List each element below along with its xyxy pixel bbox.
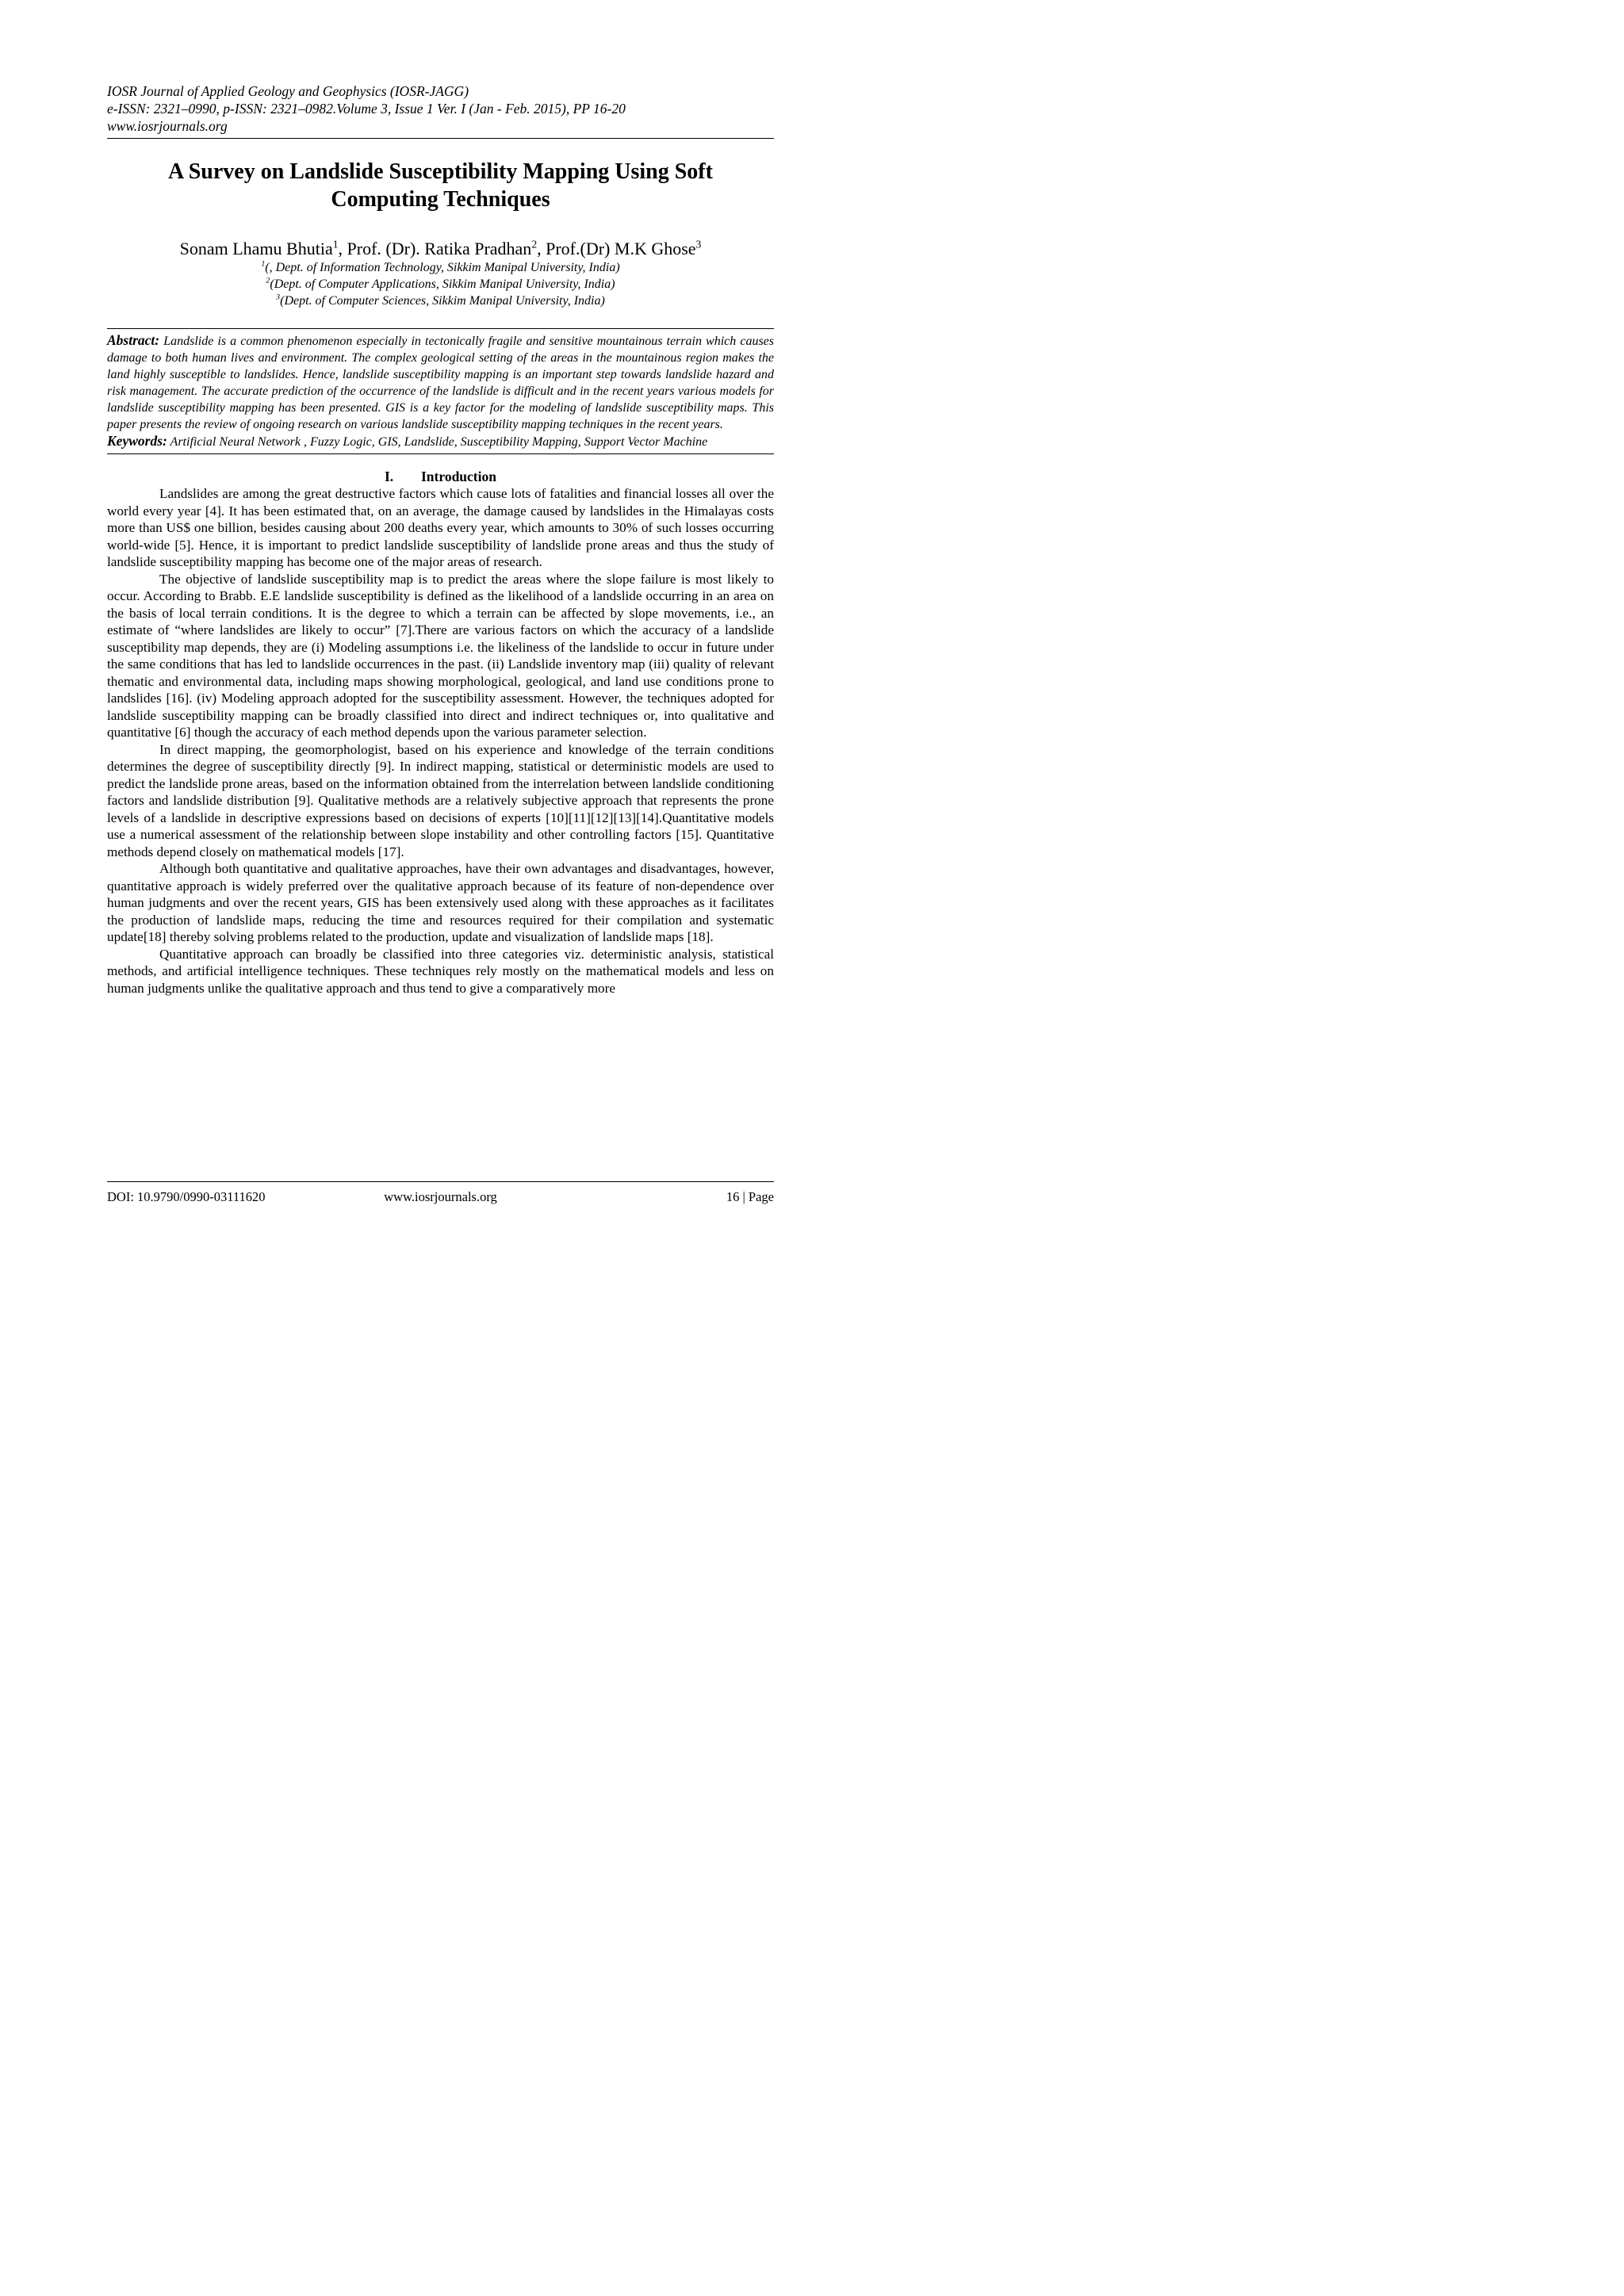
affiliation-1-text: (, Dept. of Information Technology, Sikkim Manipal University, India) (265, 261, 620, 274)
journal-website: www.iosrjournals.org (107, 118, 228, 134)
body-paragraph: Quantitative approach can broadly be classified into three categories viz. deterministic analysis, statistical methods, and artificial intelligence techniques. These techniques rely mostly on the mathematical models and less on human judgments unlike the qualitative approach and thus tend to give a comparatively more (107, 946, 774, 996)
affiliation-1-sup: 1 (261, 259, 266, 269)
section-heading (107, 468, 774, 485)
header-rule (107, 138, 774, 139)
abstract-bottom-rule (107, 453, 774, 454)
affiliation-3-sup: 3 (276, 293, 281, 302)
author-2: , Prof. (Dr). Ratika Pradhan (338, 239, 532, 258)
paper-title (107, 158, 774, 213)
issn-line: e-ISSN: 2321–0990, p-ISSN: 2321–0982.Volume 3, Issue 1 Ver. I (Jan - Feb. 2015), PP 16-20 (107, 101, 626, 117)
affiliation-1 (107, 259, 774, 276)
author-1: Sonam Lhamu Bhutia (179, 239, 333, 258)
footer-website: www.iosrjournals.org (384, 1189, 497, 1204)
section-number: I. (385, 469, 394, 484)
author-3: , Prof.(Dr) M.K Ghose (537, 239, 696, 258)
abstract-text: Landslide is a common phenomenon especially in tectonically fragile and sensitive mountainous terrain which causes damage to both human lives and environment. The complex geological setting of the areas in the mountainous region makes the land highly susceptible to landslides. Hence, landslide susceptibility mapping is an important step towards landslide hazard and risk management. The accurate prediction of the occurrence of the landslide is difficult and in the recent years various models for landslide susceptibility mapping has been presented. GIS is a key factor for the modeling of landslide susceptibility maps. This paper presents the review of ongoing research on various landslide susceptibility mapping techniques in the recent years. (107, 335, 774, 431)
keywords-label: Keywords: (107, 433, 167, 449)
section-title: Introduction (421, 469, 496, 484)
affiliation-2 (107, 276, 774, 293)
footer-doi: DOI: 10.9790/0990-03111620 (107, 1189, 266, 1204)
abstract (107, 332, 774, 433)
journal-name: IOSR Journal of Applied Geology and Geophysics (IOSR-JAGG) (107, 83, 469, 99)
affiliation-2-sup: 2 (266, 276, 270, 285)
author-3-sup: 3 (695, 238, 702, 251)
author-2-sup: 2 (531, 238, 538, 251)
footer-row (107, 1182, 774, 1206)
body-paragraph: The objective of landslide susceptibility map is to predict the areas where the slope failure is most likely to occur. According to Brabb. E.E landslide susceptibility is defined as the likelihood of a landslide occurring in an area on the basis of local terrain conditions. It is the degree to which a terrain can be affected by slope movements, i.e., an estimate of “where landslides are likely to occur” [7].There are various factors on which the accuracy of a landslide susceptibility map depends, they are (i) Modeling assumptions i.e. the likeliness of the landslide to occur in future under the same conditions that has led to landslide occurrences in the past. (ii) Landslide inventory map (iii) quality of relevant thematic and environmental data, including maps showing morphological, geological, and land use conditions prone to landslides [16]. (iv) Modeling approach adopted for the susceptibility assessment. However, the techniques adopted for landslide susceptibility mapping can be broadly classified into direct and indirect techniques or, into qualitative and quantitative [6] though the accuracy of each method depends upon the various parameter selection. (107, 571, 774, 740)
affiliation-2-text: (Dept. of Computer Applications, Sikkim Manipal University, India) (270, 277, 615, 291)
journal-header (107, 82, 774, 135)
author-1-sup: 1 (332, 238, 339, 251)
page-footer (107, 1181, 774, 1206)
affiliation-3-text: (Dept. of Computer Sciences, Sikkim Manipal University, India) (280, 294, 605, 308)
title-line-2: Computing Techniques (331, 187, 550, 212)
keywords-text: Artificial Neural Network , Fuzzy Logic, GIS, Landslide, Susceptibility Mapping, Support Vector Machine (170, 435, 708, 449)
abstract-label: Abstract: (107, 332, 160, 348)
section-body (107, 485, 774, 997)
title-line-1: A Survey on Landslide Susceptibility Mapping Using Soft (168, 159, 713, 184)
body-paragraph: Although both quantitative and qualitative approaches, have their own advantages and disadvantages, however, quantitative approach is widely preferred over the qualitative approach because of its feature of non-dependence over human judgments and over the recent years, GIS has been extensively used along with these approaches as it facilitates the production of landslide maps, reducing the time and resources required for their compilation and systematic update[18] thereby solving problems related to the production, update and visualization of landslide maps [18]. (107, 861, 774, 944)
page-content (107, 82, 774, 997)
author-list (107, 239, 774, 259)
body-paragraph: In direct mapping, the geomorphologist, based on his experience and knowledge of the terrain conditions determines the degree of susceptibility directly [9]. In indirect mapping, statistical or deterministic models are used to predict the landslide prone areas, based on the information obtained from the interrelation between landslide conditioning factors and landslide distribution [9]. Qualitative methods are a relatively subjective approach that represents the prone levels of a landslide in descriptive expressions based on decisions of experts [10][11][12][13][14].Quantitative models use a numerical assessment of the relationship between slope instability and other controlling factors [15]. Quantitative methods depend closely on mathematical models [17]. (107, 741, 774, 859)
footer-page-number: 16 | Page (726, 1189, 774, 1204)
affiliation-3 (107, 293, 774, 309)
abstract-top-rule (107, 328, 774, 329)
body-paragraph: Landslides are among the great destructive factors which cause lots of fatalities and financial losses all over the world every year [4]. It has been estimated that, on an average, the damage caused by landslides in the Himalayas costs more than US$ one billion, besides causing about 200 deaths every year, which amounts to 30% of such losses occurring world-wide [5]. Hence, it is important to predict landslide susceptibility of landslide prone areas and thus the study of landslide susceptibility mapping has become one of the major areas of research. (107, 486, 774, 569)
keywords (107, 433, 774, 450)
